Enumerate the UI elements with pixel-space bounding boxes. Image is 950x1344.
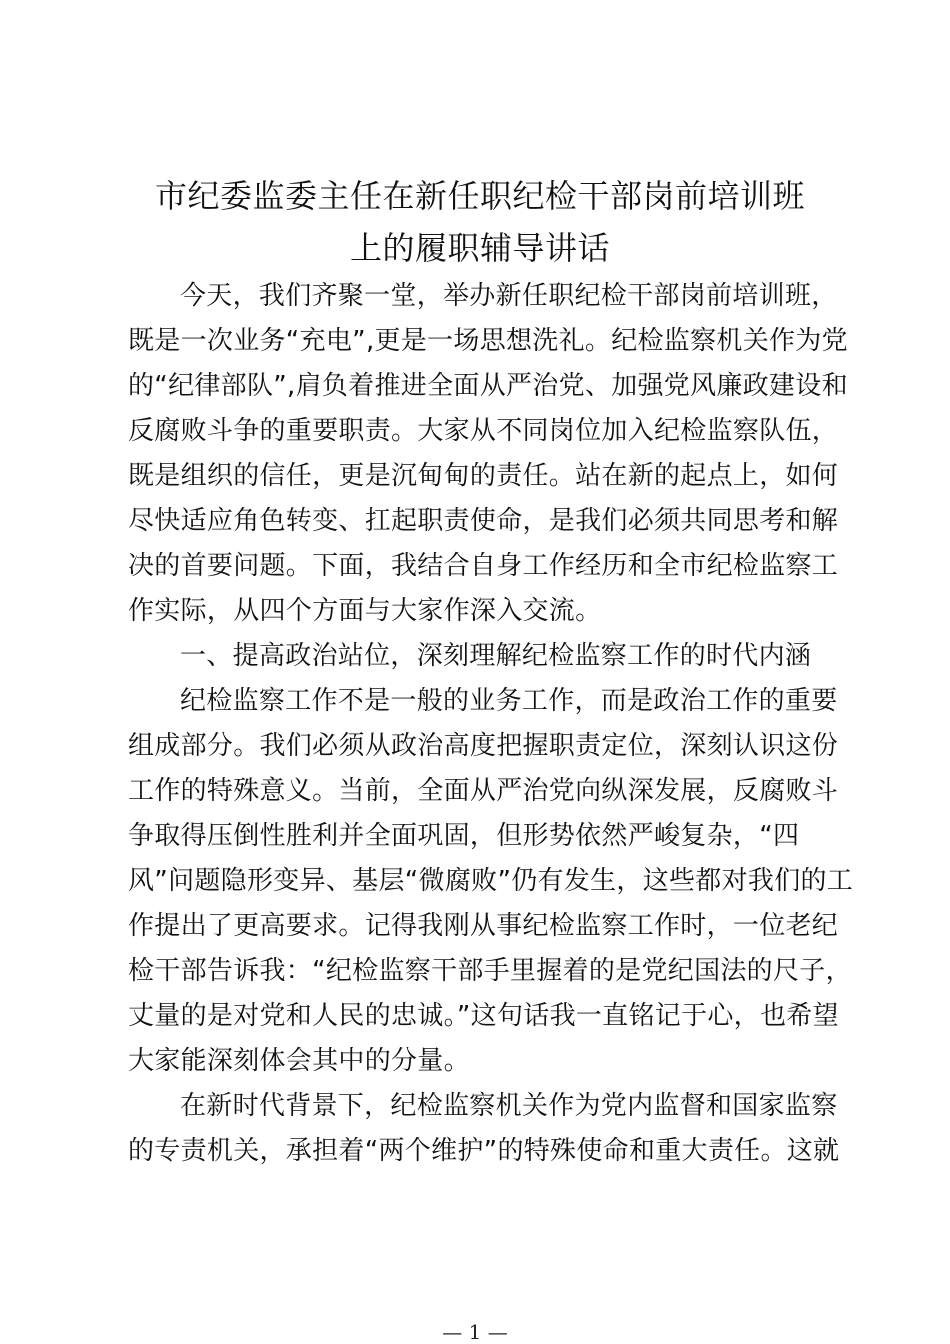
paragraph-1-line-6: 尽快适应角色转变、扛起职责使命，是我们必须共同思考和解 xyxy=(128,506,839,536)
paragraph-3-line-2: 的专责机关，承担着“两个维护”的特殊使命和重大责任。这就 xyxy=(128,1136,840,1166)
paragraph-1-line-8: 作实际，从四个方面与大家作深入交流。 xyxy=(128,596,602,626)
paragraph-2-line-5: 风”问题隐形变异、基层“微腐败”仍有发生，这些都对我们的工 xyxy=(128,866,854,896)
paragraph-2-line-9: 大家能深刻体会其中的分量。 xyxy=(128,1046,470,1076)
page-number: — 1 — xyxy=(442,1320,508,1344)
paragraph-1-line-4: 反腐败斗争的重要职责。大家从不同岗位加入纪检监察队伍， xyxy=(128,416,839,446)
paragraph-1-line-7: 决的首要问题。下面，我结合自身工作经历和全市纪检监察工 xyxy=(128,551,839,581)
title-line-1: 市纪委监委主任在新任职纪检干部岗前培训班 xyxy=(154,177,805,215)
paragraph-2-line-4: 争取得压倒性胜利并全面巩固，但形势依然严峻复杂，“四 xyxy=(128,821,800,851)
paragraph-2-line-1: 纪检监察工作不是一般的业务工作，而是政治工作的重要 xyxy=(180,686,838,716)
document-title xyxy=(100,170,860,274)
paragraph-2-line-2: 组成部分。我们必须从政治高度把握职责定位，深刻认识这份 xyxy=(128,731,839,761)
paragraph-1-line-5: 既是组织的信任，更是沉甸甸的责任。站在新的起点上，如何 xyxy=(128,461,839,491)
paragraph-1-line-2: 既是一次业务“充电”,更是一场思想洗礼。纪检监察机关作为党 xyxy=(128,326,848,356)
paragraph-2-line-8: 丈量的是对党和人民的忠诚。”这句话我一直铭记于心，也希望 xyxy=(128,1001,839,1031)
paragraph-2-line-3: 工作的特殊意义。当前，全面从严治党向纵深发展，反腐败斗 xyxy=(128,776,839,806)
paragraph-3-line-1: 在新时代背景下，纪检监察机关作为党内监督和国家监察 xyxy=(180,1091,838,1121)
paragraph-1-line-3: 的“纪律部队”,肩负着推进全面从严治党、加强党风廉政建设和 xyxy=(128,371,848,401)
paragraph-1-line-1: 今天，我们齐聚一堂，举办新任职纪检干部岗前培训班， xyxy=(180,281,838,311)
title-line-2: 上的履职辅导讲话 xyxy=(349,229,610,267)
paragraph-2-line-6: 作提出了更高要求。记得我刚从事纪检监察工作时，一位老纪 xyxy=(128,911,839,941)
section-heading-1: 一、提高政治站位，深刻理解纪检监察工作的时代内涵 xyxy=(180,641,812,671)
paragraph-2-line-7: 检干部告诉我：“纪检监察干部手里握着的是党纪国法的尺子， xyxy=(128,956,852,986)
